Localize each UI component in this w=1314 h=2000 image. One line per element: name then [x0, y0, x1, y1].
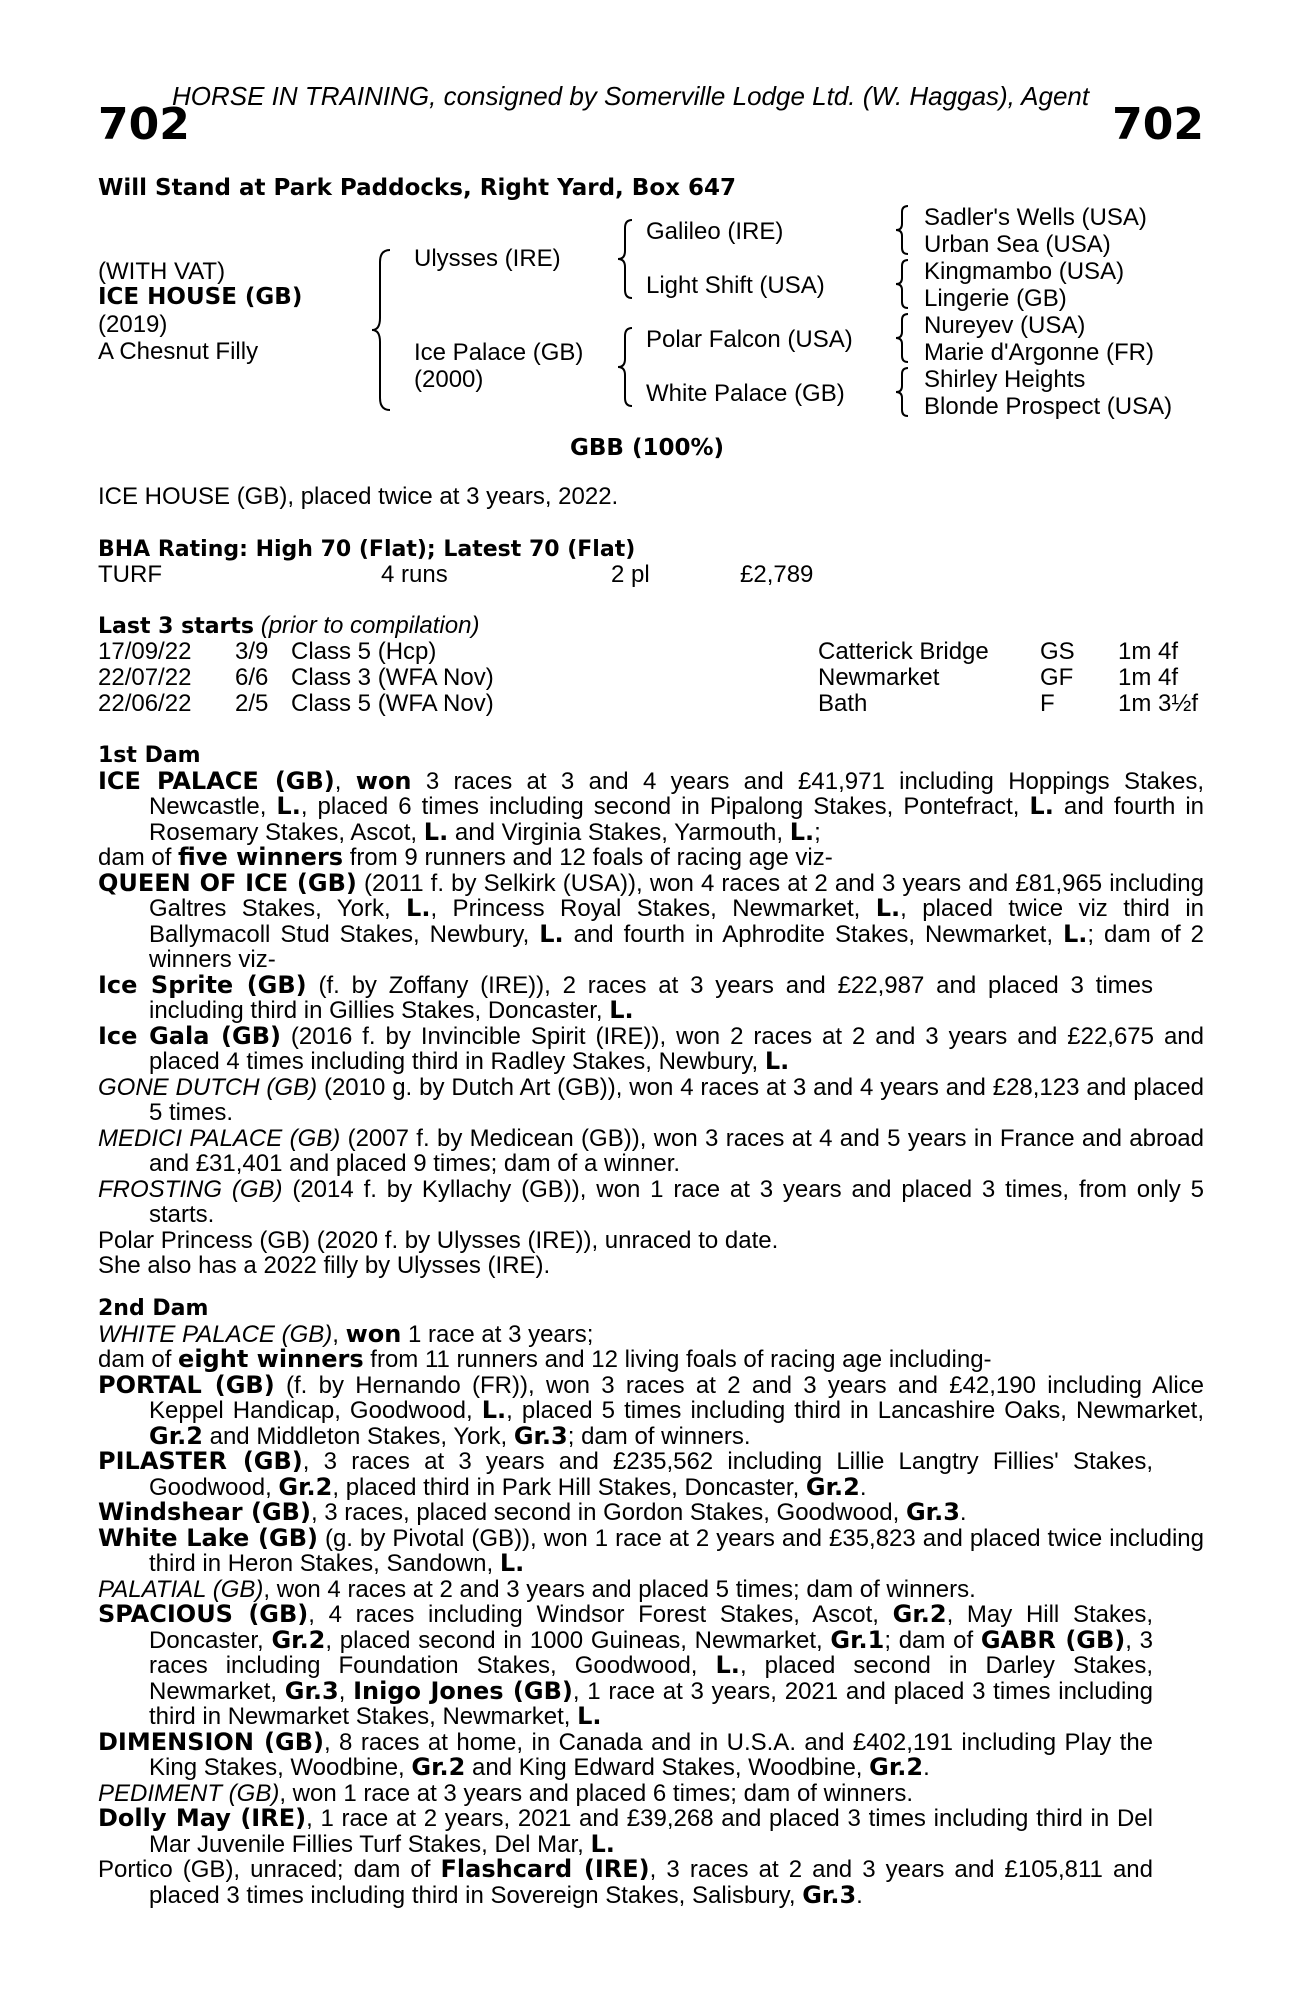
sire-sire-name: Galileo (IRE) — [646, 218, 784, 245]
start-course: Newmarket — [818, 664, 940, 691]
record-text: , won 4 races at 2 and 3 years and placed 5 times; dam of winners. — [263, 1575, 976, 1603]
start-distance: 1m 3½f — [1118, 690, 1199, 717]
produce-name: GABR (GB) — [980, 1625, 1126, 1654]
first-dam-section — [98, 743, 1204, 1279]
listed-mark: L. — [764, 1047, 790, 1075]
produce-spacious: SPACIOUS (GB), 4 races including Windsor Forest Stakes, Ascot, Gr.2, May Hill Stakes, Doncaster, Gr.2, placed second in 1000 Guineas, Newmarket, Gr.1; dam of GABR (GB), 3 races including Foundation Stakes, Goodwood, L., placed second in Darley Stakes, Newmarket, Gr.3, Inigo Jones (GB), 1 race at 3 years, 2021 and placed 3 times including third in Newmarket Stakes, Newmarket, L. — [98, 1600, 1153, 1730]
group-mark: Gr.1 — [830, 1625, 885, 1654]
horse-year: (2019) — [98, 311, 168, 338]
record-text: dam of — [98, 1346, 179, 1373]
rating-runs: 4 runs — [381, 561, 448, 588]
record-text: (2014 f. by Kyllachy (GB)), won 1 race at 3 years and placed 3 times, from only 5 starts. — [149, 1175, 1204, 1228]
record-text: from 11 runners and 12 living foals of racing age including- — [363, 1346, 992, 1373]
first-dam-produce — [98, 845, 1204, 871]
record-text: , 3 races including Foundation Stakes, Goodwood, — [149, 1626, 1153, 1679]
pedigree-brace-main — [370, 248, 394, 412]
listed-mark: L. — [789, 817, 815, 846]
record-text: , May Hill Stakes, Doncaster, — [149, 1601, 1153, 1654]
produce-name: Flashcard (IRE) — [440, 1855, 650, 1883]
produce-name: SPACIOUS (GB) — [98, 1600, 309, 1628]
second-dam-section — [98, 1296, 1204, 1908]
record-text: Polar Princess (GB) (2020 f. by Ulysses (IRE)), unraced to date. — [98, 1226, 779, 1254]
produce-name: Windshear (GB) — [98, 1498, 311, 1526]
record-text: and King Edward Stakes, Woodbine, — [465, 1754, 870, 1781]
group-mark: Gr.2 — [411, 1753, 466, 1781]
pedigree-brace-g12 — [894, 204, 912, 256]
record-text: ; — [814, 818, 821, 846]
produce-medici-palace — [98, 1126, 1204, 1177]
start-date: 22/06/22 — [98, 690, 192, 717]
record-text: (2016 f. by Invincible Spirit (IRE)), won 2 races at 2 and 3 years and £22,675 and placed 4 times including third in Radley Stakes, Newbury, — [149, 1022, 1205, 1075]
start-course: Catterick Bridge — [818, 638, 989, 665]
second-dam-name: WHITE PALACE (GB) — [98, 1320, 333, 1348]
record-text: and fourth in Rosemary Stakes, Ascot, — [149, 793, 1204, 846]
produce-name: PEDIMENT (GB) — [98, 1779, 280, 1807]
start-race: Class 5 (Hcp) — [291, 638, 437, 665]
record-text: and fourth in Aphrodite Stakes, Newmarket, — [563, 920, 1063, 948]
record-text: She also has a 2022 filly by Ulysses (IRE). — [98, 1252, 551, 1279]
produce-windshear: Windshear (GB), 3 races, placed second in Gordon Stakes, Goodwood, Gr.3. — [98, 1498, 967, 1526]
listed-mark: L. — [875, 894, 901, 922]
winners-count: eight winners — [178, 1345, 364, 1373]
ancestor-5: Nureyev (USA) — [924, 312, 1086, 339]
produce-ice-sprite — [98, 970, 1153, 1024]
start-going: F — [1040, 690, 1055, 717]
stand-location: Will Stand at Park Paddocks, Right Yard, Box 647 — [98, 175, 736, 201]
listed-mark: L. — [423, 817, 449, 846]
produce-name: QUEEN OF ICE (GB) — [98, 868, 357, 897]
group-mark: Gr.3 — [802, 1880, 857, 1909]
produce-name: Inigo Jones (GB) — [353, 1676, 573, 1705]
start-distance: 1m 4f — [1118, 638, 1179, 665]
produce-name: Ice Sprite (GB) — [98, 970, 307, 999]
start-race: Class 3 (WFA Nov) — [291, 664, 494, 691]
won-label: won — [345, 1319, 402, 1348]
listed-mark: L. — [406, 894, 431, 922]
ancestor-1: Sadler's Wells (USA) — [924, 204, 1147, 231]
start-row — [98, 665, 1208, 691]
listed-mark: L. — [1062, 919, 1088, 948]
record-text: Portico (GB), unraced; dam of — [98, 1856, 441, 1883]
start-row — [98, 691, 1208, 717]
listed-mark: L. — [577, 1702, 602, 1730]
pedigree-brace-g56 — [894, 312, 912, 364]
produce-name: PALATIAL (GB) — [98, 1575, 264, 1603]
first-dam-record: ICE PALACE (GB), won 3 races at 3 and 4 years and £41,971 including Hoppings Stakes, Newcastle, L., placed 6 times including second in Pipalong Stakes, Pontefract, L. and fourth in Rosemary Stakes, Ascot, L. and Virginia Stakes, Yarmouth, L.; — [98, 766, 1204, 846]
dam-dam-name: White Palace (GB) — [646, 380, 845, 407]
record-text: (g. by Pivotal (GB)), won 1 race at 2 years and £35,823 and placed twice including third in Heron Stakes, Sandown, — [149, 1524, 1204, 1577]
produce-pediment — [98, 1781, 1204, 1807]
sire-dam-name: Light Shift (USA) — [646, 272, 825, 299]
horse-name: ICE HOUSE (GB) — [98, 284, 303, 310]
ancestor-4: Lingerie (GB) — [924, 285, 1067, 312]
record-text: (f. by Zoffany (IRE)), 2 races at 3 years and £22,987 and placed 3 times including third in Gillies Stakes, Doncaster, — [149, 971, 1153, 1024]
first-dam-heading: 1st Dam — [98, 743, 201, 768]
listed-mark: L. — [539, 919, 564, 948]
start-going: GS — [1040, 638, 1075, 665]
dam-year: (2000) — [414, 366, 484, 393]
record-text: , Princess Royal Stakes, Newmarket, — [430, 895, 876, 922]
group-mark: Gr.2 — [869, 1753, 924, 1781]
record-text: (2010 g. by Dutch Art (GB)), won 4 races at 3 and 4 years and £28,123 and placed 5 times. — [149, 1073, 1204, 1126]
record-text: (2011 f. by Selkirk (USA)), won 4 races at 2 and 3 years and £81,965 including Galtres Stakes, York, — [149, 869, 1205, 922]
horse-summary: ICE HOUSE (GB), placed twice at 3 years, 2022. — [98, 483, 619, 510]
ancestor-3: Kingmambo (USA) — [924, 258, 1125, 285]
listed-mark: L. — [499, 1549, 525, 1577]
produce-name: PILASTER (GB) — [98, 1447, 303, 1475]
record-text: , placed second in 1000 Guineas, Newmarket, — [325, 1626, 831, 1654]
produce-dolly-may — [98, 1806, 1153, 1857]
last-starts-title: Last 3 starts — [98, 614, 255, 639]
record-text: , 3 races, placed second in Gordon Stakes, Goodwood, — [310, 1499, 906, 1526]
rating-surface: TURF — [98, 561, 162, 588]
group-mark: Gr.2 — [149, 1421, 203, 1450]
record-text: , 3 races at 2 and 3 years and £105,811 and placed 3 times including third in Sovereign Stakes, Salisbury, — [149, 1856, 1153, 1909]
record-text: (f. by Hernando (FR)), won 3 races at 2 and 3 years and £42,190 including Alice Keppel Handicap, Goodwood, — [149, 1371, 1205, 1424]
won-label: won — [355, 766, 412, 795]
group-mark: Gr.3 — [905, 1498, 960, 1526]
rating-placed: 2 pl — [611, 561, 650, 588]
produce-white-lake — [98, 1523, 1204, 1577]
record-text: , 4 races including Windsor Forest Stakes, Ascot, — [308, 1601, 893, 1628]
record-text: ; dam of — [884, 1626, 981, 1654]
listed-mark: L. — [481, 1396, 507, 1424]
rating-earnings: £2,789 — [740, 561, 814, 588]
dam-sire-name: Polar Falcon (USA) — [646, 326, 853, 353]
record-text: , 1 race at 3 years, 2021 and placed 3 times including third in Newmarket Stakes, Newmarket, — [149, 1677, 1153, 1730]
listed-mark: L. — [276, 792, 301, 820]
produce-dimension: DIMENSION (GB), 8 races at home, in Canada and in U.S.A. and £402,191 including Play the King Stakes, Woodbine, Gr.2 and King Edward Stakes, Woodbine, Gr.2. — [98, 1727, 1154, 1781]
produce-name: PORTAL (GB) — [98, 1370, 275, 1399]
listed-mark: L. — [590, 1829, 615, 1858]
start-date: 17/09/22 — [98, 638, 192, 665]
produce-name: MEDICI PALACE (GB) — [98, 1124, 341, 1152]
record-text: from 9 runners and 12 foals of racing age viz- — [343, 844, 833, 871]
record-text: , 8 races at home, in Canada and in U.S.A. and £402,191 including Play the King Stakes, Woodbine, — [149, 1728, 1154, 1781]
record-text: , placed 5 times including third in Lancashire Oaks, Newmarket, — [506, 1397, 1204, 1424]
produce-name: DIMENSION (GB) — [98, 1727, 324, 1756]
record-text: 3 races at 3 and 4 years and £41,971 including Hoppings Stakes, Newcastle, — [149, 767, 1204, 820]
record-text: , placed twice viz third in Ballymacoll Stud Stakes, Newbury, — [149, 895, 1205, 948]
record-text: , won 1 race at 3 years and placed 6 times; dam of winners. — [279, 1779, 913, 1807]
produce-queen-of-ice — [98, 868, 1205, 973]
start-position: 3/9 — [235, 638, 269, 665]
second-dam-produce — [98, 1347, 1204, 1373]
record-text: , placed second in Darley Stakes, Newmarket, — [149, 1652, 1153, 1705]
pedigree-brace-dam — [616, 326, 636, 408]
record-text: ; dam of 2 winners viz- — [149, 920, 1204, 973]
lot-number-right: 702 — [1112, 99, 1204, 150]
produce-name: Ice Gala (GB) — [98, 1021, 281, 1050]
ancestor-8: Blonde Prospect (USA) — [924, 393, 1173, 420]
breeding-percentage: GBB (100%) — [570, 435, 725, 461]
produce-ice-gala — [98, 1021, 1205, 1075]
produce-palatial — [98, 1577, 1204, 1603]
last-starts-heading — [98, 613, 479, 640]
ancestor-7: Shirley Heights — [924, 366, 1086, 393]
record-text: , placed third in Park Hill Stakes, Doncaster, — [332, 1473, 806, 1501]
second-dam-heading: 2nd Dam — [98, 1296, 209, 1321]
lot-number-left: 702 — [98, 99, 190, 150]
group-mark: Gr.2 — [892, 1600, 947, 1628]
record-text: dam of — [98, 844, 179, 871]
start-distance: 1m 4f — [1118, 664, 1179, 691]
vat-note: (WITH VAT) — [98, 258, 226, 285]
bha-rating-heading: BHA Rating: High 70 (Flat); Latest 70 (Flat) — [98, 537, 636, 562]
produce-portal — [98, 1370, 1205, 1450]
produce-pilaster: PILASTER (GB), 3 races at 3 years and £235,562 including Lillie Langtry Fillies' Stakes, Goodwood, Gr.2, placed third in Park Hill Stakes, Doncaster, Gr.2. — [98, 1447, 1153, 1501]
ancestor-2: Urban Sea (USA) — [924, 231, 1111, 258]
record-text: 1 race at 3 years; — [401, 1320, 594, 1348]
first-dam-name: ICE PALACE (GB) — [98, 766, 335, 795]
dam-name: Ice Palace (GB) — [414, 339, 584, 366]
group-mark: Gr.2 — [271, 1625, 326, 1654]
produce-name: GONE DUTCH (GB) — [98, 1073, 318, 1101]
horse-description: A Chesnut Filly — [98, 338, 259, 365]
first-dam-also — [98, 1253, 1204, 1279]
produce-name: FROSTING (GB) — [98, 1175, 283, 1203]
record-text: , 3 races at 3 years and £235,562 including Lillie Langtry Fillies' Stakes, Goodwood, — [149, 1448, 1153, 1501]
record-text: , placed 6 times including second in Pipalong Stakes, Pontefract, — [300, 793, 1030, 820]
group-mark: Gr.3 — [284, 1676, 339, 1705]
start-course: Bath — [818, 690, 868, 717]
group-mark: Gr.3 — [513, 1421, 568, 1450]
record-text: (2007 f. by Medicean (GB)), won 3 races at 4 and 5 years in France and abroad and £31,401 and placed 9 times; dam of a winner. — [149, 1124, 1204, 1177]
produce-portico: Portico (GB), unraced; dam of Flashcard (IRE), 3 races at 2 and 3 years and £105,811 and placed 3 times including third in Sovereign Stakes, Salisbury, Gr.3. — [98, 1855, 1153, 1909]
produce-frosting — [98, 1177, 1204, 1228]
listed-mark: L. — [1029, 792, 1054, 820]
rating-row — [98, 562, 1208, 588]
record-text: and Virginia Stakes, Yarmouth, — [448, 818, 790, 846]
produce-polar-princess — [98, 1228, 1204, 1254]
produce-name: Dolly May (IRE) — [98, 1804, 307, 1832]
produce-gone-dutch — [98, 1075, 1204, 1126]
listed-mark: L. — [609, 996, 634, 1024]
record-text: ; dam of winners. — [567, 1422, 751, 1450]
listed-mark: L. — [715, 1651, 740, 1679]
catalogue-header: HORSE IN TRAINING, consigned by Somerville Lodge Ltd. (W. Haggas), Agent — [172, 81, 1090, 111]
produce-name: White Lake (GB) — [98, 1523, 318, 1552]
start-going: GF — [1040, 664, 1074, 691]
record-text: and Middleton Stakes, York, — [202, 1422, 514, 1450]
group-mark: Gr.2 — [805, 1472, 860, 1501]
group-mark: Gr.2 — [278, 1472, 333, 1501]
ancestor-6: Marie d'Argonne (FR) — [924, 339, 1154, 366]
second-dam-record: WHITE PALACE (GB), won 1 race at 3 years; — [98, 1319, 594, 1348]
sire-name: Ulysses (IRE) — [414, 245, 561, 272]
pedigree-brace-g78 — [894, 366, 912, 418]
start-position: 6/6 — [235, 664, 269, 691]
winners-count: five winners — [178, 843, 344, 871]
pedigree-brace-g34 — [894, 258, 912, 310]
start-date: 22/07/22 — [98, 664, 192, 691]
record-text: , 1 race at 2 years, 2021 and £39,268 and placed 3 times including third in Del Mar Juvenile Fillies Turf Stakes, Del Mar, — [149, 1805, 1153, 1858]
pedigree-brace-sire — [616, 218, 636, 300]
start-row — [98, 639, 1208, 665]
start-position: 2/5 — [235, 690, 269, 717]
start-race: Class 5 (WFA Nov) — [291, 690, 494, 717]
last-starts-note: (prior to compilation) — [260, 612, 480, 639]
